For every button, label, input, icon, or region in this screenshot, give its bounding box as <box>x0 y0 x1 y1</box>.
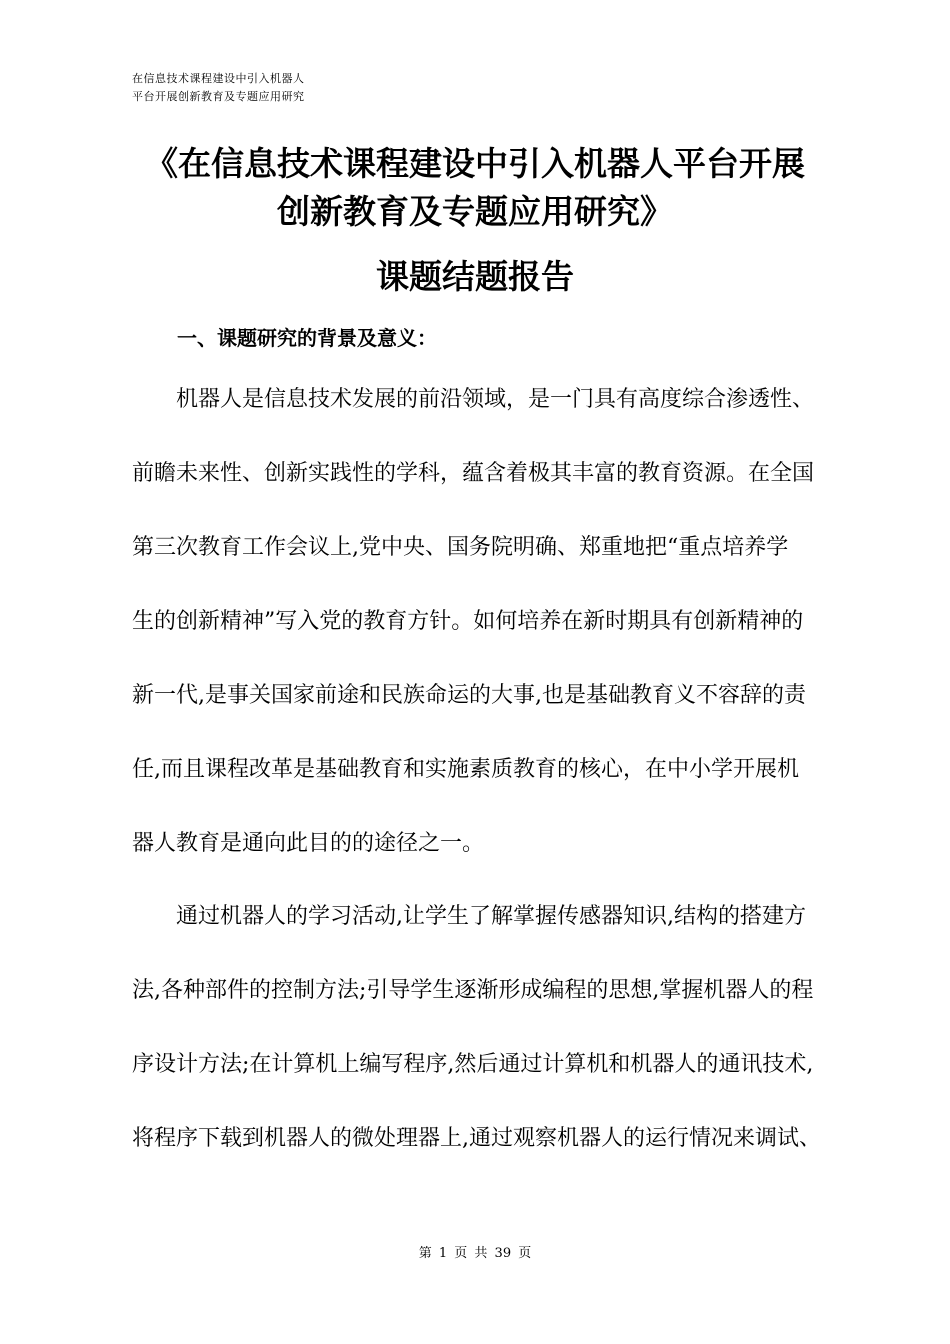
running-header <box>132 70 305 106</box>
paragraph-line: 通过机器人的学习活动,让学生了解掌握传感器知识,结构的搭建方 <box>176 904 806 929</box>
paragraph-line: 新一代,是事关国家前途和民族命运的大事,也是基础教育义不容辞的责 <box>132 683 806 708</box>
running-header-line-1: 在信息技术课程建设中引入机器人 <box>132 72 305 85</box>
document-title-line-2: 创新教育及专题应用研究》 <box>277 192 673 231</box>
paragraph-line: 生的创新精神”写入党的教育方针。如何培养在新时期具有创新精神的 <box>132 609 804 634</box>
running-header-line-2: 平台开展创新教育及专题应用研究 <box>132 90 305 103</box>
document-title <box>0 140 950 236</box>
paragraph-line: 机器人是信息技术发展的前沿领域，是一门具有高度综合渗透性、 <box>176 387 815 412</box>
paragraph-line: 器人教育是通向此目的的途径之一。 <box>132 831 485 856</box>
paragraph-line: 序设计方法;在计算机上编写程序,然后通过计算机和机器人的通讯技术, <box>132 1052 814 1077</box>
paragraph-2 <box>132 880 832 1176</box>
section-heading: 一、课题研究的背景及意义： <box>177 326 437 350</box>
paragraph-line: 第三次教育工作会议上,党中央、国务院明确、郑重地把“重点培养学 <box>132 535 789 560</box>
document-subtitle: 课题结题报告 <box>376 257 574 296</box>
document-title-line-1: 《在信息技术课程建设中引入机器人平台开展 <box>145 144 805 183</box>
paragraph-line: 任,而且课程改革是基础教育和实施素质教育的核心，在中小学开展机 <box>132 757 799 782</box>
paragraph-line: 将程序下载到机器人的微处理器上,通过观察机器人的运行情况来调试、 <box>132 1126 821 1151</box>
paragraph-1 <box>132 363 832 881</box>
page-number: 第 1 页 共 39 页 <box>418 1246 532 1261</box>
paragraph-line: 法,各种部件的控制方法;引导学生逐渐形成编程的思想,掌握机器人的程 <box>132 978 814 1003</box>
paragraph-line: 前瞻未来性、创新实践性的学科，蕴含着极其丰富的教育资源。在全国 <box>132 461 815 486</box>
